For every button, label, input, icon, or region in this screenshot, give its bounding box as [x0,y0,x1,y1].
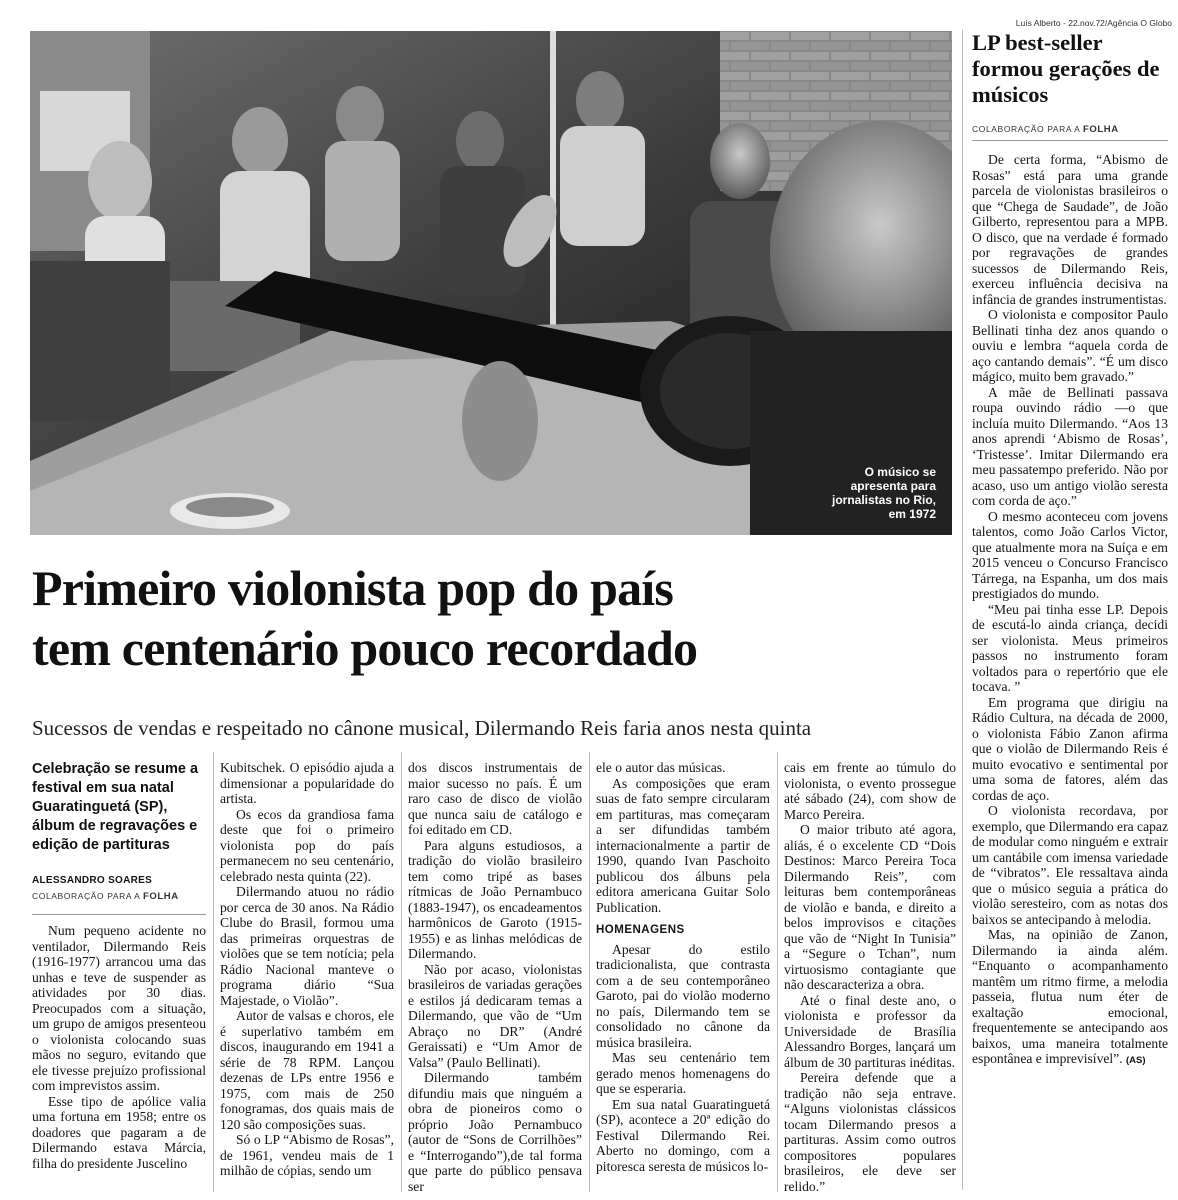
photo-illustration [30,31,952,535]
paragraph: Os ecos da grandiosa fama deste que foi o primeiro violonista pop do país permanecem no seu centenário, celebrado nesta quinta (22). [220,806,394,884]
paragraph: Esse tipo de apólice valia uma fortuna em 1958; entre os doadores que pagaram a de Dilermando estava Márcia, filha do presidente Juscelino [32,1093,206,1171]
column-divider [401,752,402,1192]
paragraph: Dilermando também difundiu mais que ninguém a obra de pioneiros como o próprio João Pernambuco (autor de “Sons de Corrilhões” e “Interrogando”),de tal forma que parte do público pensava ser [408,1070,582,1194]
sidebar-affiliation-prefix: COLABORAÇÃO PARA A [972,124,1080,134]
paragraph: cais em frente ao túmulo do violonista, o evento prossegue até sábado (24), com show de Marco Pereira. [784,760,956,822]
paragraph: As composições que eram suas de fato sempre circularam em partituras, mas começaram a ser difundidas também internacionalmente a partir de 1990, quando Ivan Paschoito publicou dos álbuns pela editora americana Guitar Solo Publication. [596,775,770,915]
article-column-5 [784,760,956,1194]
subheadline: Sucessos de vendas e respeitado no cânone musical, Dilermando Reis faria anos nesta quinta [32,716,812,740]
affiliation-paper: FOLHA [142,890,179,902]
section-heading: HOMENAGENS [596,924,685,936]
paragraph: Autor de valsas e choros, ele é superlativo também em discos, inaugurando em 1941 a série de 78 RPM. Lançou dezenas de LPs entre 1956 e 1975, com mais de 250 fonogramas, dos quais mais de 120 são composições suas. [220,1008,394,1132]
sidebar-divider [962,30,963,1190]
paragraph: ele o autor das músicas. [596,760,726,775]
paragraph: O maior tributo até agora, aliás, é o excelente CD “Dois Destinos: Marco Pereira Toca Dilermando Reis”, com leituras bem contemporâneas de violão e banda, e direito a belos improvisos e citações que vão de “Night In Tunisia” a “Segure o Tchan”, num virtuosismo contagiante que não descaracteriza a obra. [784,822,956,992]
column-divider [589,752,590,1192]
sidebar-affiliation-paper: FOLHA [1082,124,1119,135]
paragraph [972,927,1168,1069]
headline [32,558,962,678]
author-affiliation [32,889,206,916]
paragraph: Para alguns estudiosos, a tradição do violão brasileiro tem como tripé as bases rítmicas de João Pernambuco (1883-1947), os encadeamentos harmônicos de Garoto (1915-1955) e as linhas melódicas de Dilermando. [408,837,582,961]
sidebar-body [972,152,1168,1069]
paragraph: Em sua natal Guaratinguetá (SP), acontece a 20ª edição do Festival Dilermando Rei. Aberto no domingo, com a pitoresca seresta de músicos lo- [596,1096,770,1174]
main-photo [30,31,952,535]
photo-caption: O músico se apresenta para jornalistas no Rio, em 1972 [831,465,936,521]
affiliation-prefix: COLABORAÇÃO PARA A [32,890,140,901]
paragraph-text: Mas, na opinião de Zanon, Dilermando ia ainda além. “Enquanto o acompanhamento mantêm um ritmo firme, a melodia passeia, flutua num éter de exaltação emocional, frequentemente se antecipando aos baixos, uma maneira totalmente espontânea e imprevisível”. [972,927,1168,1066]
author-byline: ALESSANDRO SOARES [32,875,153,886]
sidebar-title: LP best-seller formou gerações de músicos [972,30,1160,107]
article-column-1 [32,760,206,1171]
column-divider [213,752,214,1192]
paragraph: De certa forma, “Abismo de Rosas” está para uma grande parcela de violonistas brasileiros o que “Chega de Saudade”, de João Gilberto, representou para a MPB. O disco, que na verdade é formado por regravações de grandes sucessos de Dilermando Reis, exerceu influência decisiva na infância de grandes instrumentistas. [972,152,1168,307]
paragraph: Em programa que dirigiu na Rádio Cultura, na década de 2000, o violonista Fábio Zanon afirma que o violão de Dilermando Reis é muito evocativo e sentimental por uma soma de fatores, além das cordas de aço. [972,694,1168,803]
paragraph: O violonista e compositor Paulo Bellinati tinha dez anos quando o ouviu e lembra “aquela corda de aço cantando demais”. “É um disco mágico, muito bem gravado.” [972,307,1168,384]
sidebar-signoff: (AS) [1126,1055,1146,1066]
paragraph: Só o LP “Abismo de Rosas”, de 1961, vendeu mais de 1 milhão de cópias, sendo um [220,1132,394,1178]
article-column-4 [596,760,770,1174]
photo-credit: Luís Alberto - 22.nov.72/Agência O Globo [1015,18,1172,28]
sidebar-rule [972,140,1168,141]
paragraph: Dilermando atuou no rádio por cerca de 30 anos. Na Rádio Clube do Brasil, formou uma das primeiras orquestras de violões que se tem notícia; pela Rádio Nacional manteve o programa diário “Sua Majestade, o Violão”. [220,884,394,1008]
paragraph: Pereira defende que a tradição não seja entrave. “Alguns violonistas clássicos tocam Dilermando presos a partituras. Assim como outros compositores populares brasileiros, ele deve ser relido.” [784,1070,956,1194]
article-column-2 [220,760,394,1179]
column-divider [777,752,778,1192]
paragraph: “Meu pai tinha esse LP. Depois de escutá-lo ainda criança, decidi ser violonista. Meus primeiros passos no instrumento foram voltados para o repertório que ele tocava. ” [972,601,1168,694]
paragraph: Num pequeno acidente no ventilador, Dilermando Reis (1916-1977) arrancou uma das unhas e teve de suspender as atividades por 30 dias. Preocupados com a situação, um grupo de amigos presenteou o violonista colocando suas mãos no seguro, evitando que ele tivesse prejuízo profissional com imprevistos assim. [32,923,206,1093]
article-column-3 [408,760,582,1194]
paragraph: A mãe de Bellinati passava roupa ouvindo rádio —o que incluía muito Dilermando. “Aos 13 anos aprendi ‘Abismo de Rosas’, ‘Tristesse’. Imitar Dilermando era meu passatempo preferido. Não por acaso, uso um antigo violão seresta com corda de aço.” [972,384,1168,508]
article-lead: Celebração se resume a festival em sua natal Guaratinguetá (SP), álbum de regravações e edição de partituras [32,761,199,853]
paragraph: Apesar do estilo tradicionalista, que contrasta com a de seu contemporâneo Garoto, pai do violão moderno no país, Dilermando tem se consolidado no cânone da música brasileira. [596,941,770,1050]
paragraph: O mesmo aconteceu com jovens talentos, como João Carlos Victor, que atualmente mora na Suíça e em 2015 venceu o Concurso Francisco Tárrega, na Espanha, um dos mais prestigiados do mundo. [972,508,1168,601]
paragraph: Kubitschek. O episódio ajuda a dimensionar a popularidade do artista. [220,760,394,806]
paragraph: O violonista recordava, por exemplo, que Dilermando era capaz de modular como ninguém e extrair um cantábile com imensa variedade de “vibratos”. Ele ressaltava ainda que o músico seguia a prática do violão seresteiro, com as notas dos baixos se antecipando à melodia. [972,803,1168,927]
headline-line-1: Primeiro violonista pop do país [32,560,674,616]
paragraph: Mas seu centenário tem gerado menos homenagens do que se esperaria. [596,1050,770,1096]
sidebar-affiliation [972,124,1168,135]
paragraph: Até o final deste ano, o violonista e professor da Universidade de Brasília Alessandro Borges, lançará um álbum de 30 partituras inéditas. [784,992,956,1070]
headline-line-2: tem centenário pouco recordado [32,620,698,676]
paragraph: dos discos instrumentais de maior sucesso no país. É um raro caso de disco de violão que nunca saiu de catálogo e foi editado em CD. [408,760,582,837]
paragraph: Não por acaso, violonistas brasileiros de variadas gerações e estilos já dedicaram temas a Dilermando, que vão de “Um Abraço no DR” (André Geraissati) e “Um Amor de Valsa” (Paulo Bellinati). [408,961,582,1070]
